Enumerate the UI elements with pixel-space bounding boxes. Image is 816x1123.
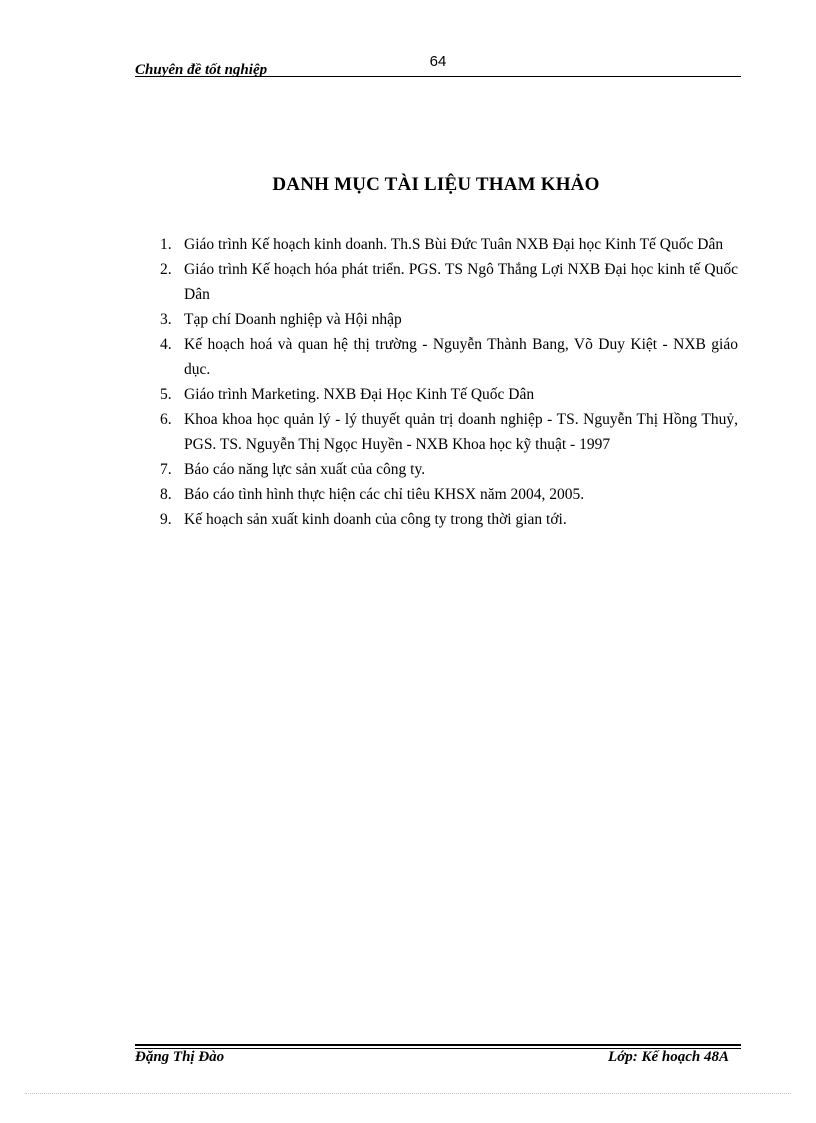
reference-text: Kế hoạch hoá và quan hệ thị trường - Nguyễn Thành Bang, Võ Duy Kiệt - NXB giáo dục. (184, 336, 738, 378)
reference-number: 7. (160, 461, 172, 478)
reference-item (160, 407, 738, 457)
reference-text: Giáo trình Kế hoạch hóa phát triển. PGS. TS Ngô Thắng Lợi NXB Đại học kinh tế Quốc Dân (184, 261, 738, 303)
reference-text: Báo cáo năng lực sản xuất của công ty. (184, 461, 426, 478)
footer-rule (135, 1044, 741, 1046)
footer-author: Đặng Thị Đào (135, 1049, 225, 1065)
page-border-dotted (25, 1093, 791, 1094)
reference-text: Báo cáo tình hình thực hiện các chỉ tiêu KHSX năm 2004, 2005. (184, 486, 585, 503)
reference-text: Giáo trình Kế hoạch kinh doanh. Th.S Bùi Đức Tuân NXB Đại học Kinh Tế Quốc Dân (184, 236, 724, 253)
reference-text: Khoa khoa học quản lý - lý thuyết quản trị doanh nghiệp - TS. Nguyễn Thị Hồng Thuỷ, PGS. TS. Nguyễn Thị Ngọc Huyền - NXB Khoa học kỹ thuật - 1997 (184, 411, 738, 453)
header-title: Chuyên đề tốt nghiệp (135, 62, 268, 78)
reference-number: 9. (160, 511, 172, 528)
reference-item (160, 457, 738, 482)
reference-number: 1. (160, 236, 172, 253)
reference-number: 5. (160, 386, 172, 403)
reference-number: 6. (160, 411, 172, 428)
page-number: 64 (429, 53, 447, 70)
reference-item (160, 507, 738, 532)
header-rule (135, 76, 741, 77)
reference-number: 3. (160, 311, 172, 328)
page-title: DANH MỤC TÀI LIỆU THAM KHẢO (272, 174, 600, 195)
reference-text: Giáo trình Marketing. NXB Đại Học Kinh Tế Quốc Dân (184, 386, 535, 403)
reference-list (160, 232, 738, 532)
reference-number: 2. (160, 261, 172, 278)
reference-item (160, 482, 738, 507)
reference-item (160, 257, 738, 307)
reference-number: 4. (160, 336, 172, 353)
footer-class: Lớp: Kế hoạch 48A (608, 1049, 729, 1065)
reference-item (160, 232, 738, 257)
reference-item (160, 332, 738, 382)
reference-number: 8. (160, 486, 172, 503)
reference-item (160, 382, 738, 407)
reference-text: Kế hoạch sản xuất kinh doanh của công ty trong thời gian tới. (184, 511, 567, 528)
reference-text: Tạp chí Doanh nghiệp và Hội nhập (184, 311, 402, 328)
reference-item (160, 307, 738, 332)
